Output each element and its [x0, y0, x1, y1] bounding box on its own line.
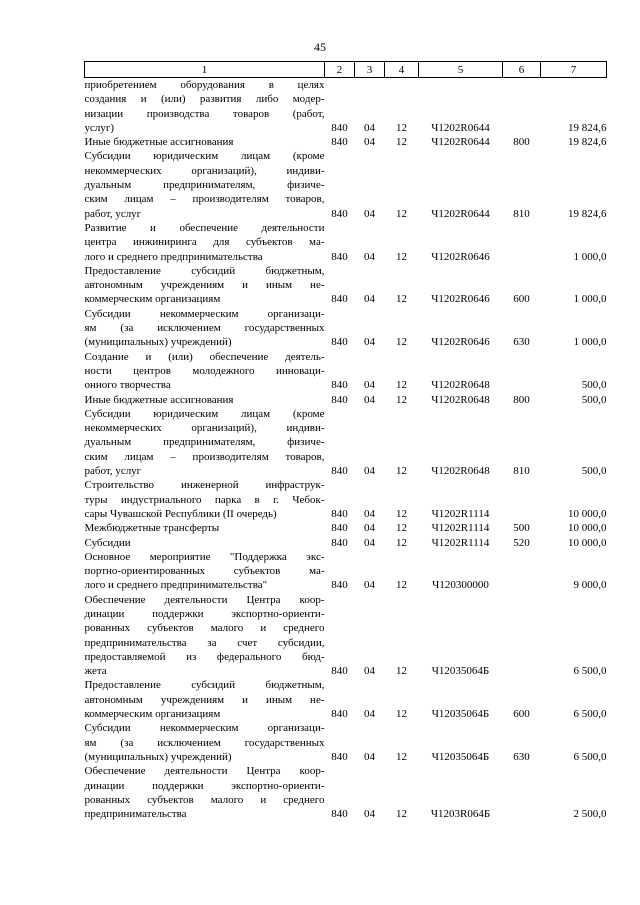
row-description [85, 78, 325, 136]
amount: 1 000,0 [573, 293, 607, 306]
amount: 500,0 [581, 393, 607, 406]
description-line: низации производства товаров (работ, [84, 107, 325, 120]
description-line: коммерческим организациям [84, 708, 221, 721]
row-description [85, 393, 325, 407]
amount: 6 500,0 [573, 665, 607, 678]
description-line: онного творчества [84, 379, 171, 392]
description-line: Межбюджетные трансферты [84, 522, 220, 535]
description-line: Строительство инженерной инфраструк- [84, 479, 325, 492]
column-header: 5 [419, 62, 503, 78]
table-body [85, 78, 607, 822]
description-line: работ, услуг [84, 207, 142, 220]
description-line: динации поддержки экспортно-ориенти- [84, 607, 325, 620]
row-description [85, 721, 325, 764]
row-description [85, 764, 325, 821]
description-line: дуальным предпринимателям, физиче- [84, 436, 325, 449]
target-article-code: Ч1202R0648 [431, 465, 490, 478]
expense-type-code: 800 [513, 136, 530, 149]
target-article-code: Ч1202R1114 [431, 522, 490, 535]
ministry-code: 840 [331, 207, 348, 220]
ministry-code: 840 [331, 336, 348, 349]
description-line: предоставляемой из федерального бюд- [84, 650, 325, 663]
description-line: автономным учреждениям и иным не- [84, 693, 325, 706]
description-line: рованных субъектов малого и среднего [84, 622, 325, 635]
subsection-code: 12 [396, 336, 407, 349]
description-line: предпринимательства [84, 808, 187, 821]
section-code: 04 [364, 207, 375, 220]
column-header: 3 [355, 62, 385, 78]
expense-type-code [503, 478, 541, 521]
description-line: Создание и (или) обеспечение деятель- [84, 350, 325, 363]
target-article-code: Ч12035064Б [431, 665, 490, 678]
expense-type-code [503, 764, 541, 821]
amount: 10 000,0 [568, 536, 607, 549]
table-row [85, 521, 607, 535]
section-code: 04 [364, 379, 375, 392]
column-header: 6 [503, 62, 541, 78]
amount: 10 000,0 [568, 507, 607, 520]
amount: 19 824,6 [568, 121, 607, 134]
column-header: 7 [541, 62, 607, 78]
target-article-code: Ч1202R0644 [431, 121, 490, 134]
expense-type-code [503, 221, 541, 264]
subsection-code: 12 [396, 136, 407, 149]
target-article-code: Ч1202R0646 [431, 293, 490, 306]
subsection-code: 12 [396, 536, 407, 549]
description-line: жета [84, 665, 107, 678]
ministry-code: 840 [331, 293, 348, 306]
description-line: услуг) [84, 121, 115, 134]
description-line: приобретением оборудования в целях [84, 79, 325, 91]
description-line: ским лицам – производителям товаров, [84, 450, 325, 463]
column-header: 2 [325, 62, 355, 78]
subsection-code: 12 [396, 293, 407, 306]
target-article-code: Ч1202R0646 [431, 336, 490, 349]
row-description [85, 307, 325, 350]
row-description [85, 264, 325, 307]
description-line: Обеспечение деятельности Центра коор- [84, 765, 325, 778]
amount: 9 000,0 [573, 579, 607, 592]
target-article-code: Ч1203R064Б [430, 808, 491, 821]
description-line: ям (за исключением государственных [84, 736, 325, 749]
amount: 6 500,0 [573, 750, 607, 763]
ministry-code: 840 [331, 665, 348, 678]
expense-type-code [503, 78, 541, 136]
ministry-code: 840 [331, 750, 348, 763]
ministry-code: 840 [331, 465, 348, 478]
description-line: портно-ориентированных субъектов ма- [84, 565, 325, 578]
section-code: 04 [364, 393, 375, 406]
ministry-code: 840 [331, 121, 348, 134]
subsection-code: 12 [396, 522, 407, 535]
row-description [85, 478, 325, 521]
description-line: Иные бюджетные ассигнования [84, 393, 234, 406]
table-row [85, 721, 607, 764]
description-line: сары Чувашской Республики (II очередь) [84, 507, 277, 520]
amount: 1 000,0 [573, 336, 607, 349]
subsection-code: 12 [396, 379, 407, 392]
description-line: лого и среднего предпринимательства [84, 250, 263, 263]
description-line: (муниципальных) учреждений) [84, 750, 232, 763]
subsection-code: 12 [396, 808, 407, 821]
row-description [85, 407, 325, 478]
budget-table [84, 61, 607, 821]
page-number: 45 [314, 40, 326, 54]
subsection-code: 12 [396, 207, 407, 220]
section-code: 04 [364, 579, 375, 592]
table-row [85, 764, 607, 821]
target-article-code: Ч12035064Б [431, 708, 490, 721]
description-line: коммерческим организациям [84, 293, 221, 306]
ministry-code: 840 [331, 522, 348, 535]
target-article-code: Ч1202R0644 [431, 136, 490, 149]
amount: 500,0 [581, 465, 607, 478]
row-description [85, 221, 325, 264]
amount: 2 500,0 [573, 808, 607, 821]
section-code: 04 [364, 808, 375, 821]
description-line: динации поддержки экспортно-ориенти- [84, 779, 325, 792]
description-line: Развитие и обеспечение деятельности [84, 221, 325, 234]
section-code: 04 [364, 750, 375, 763]
subsection-code: 12 [396, 507, 407, 520]
target-article-code: Ч1202R0648 [431, 379, 490, 392]
description-line: автономным учреждениям и иным не- [84, 279, 325, 292]
section-code: 04 [364, 522, 375, 535]
amount: 500,0 [581, 379, 607, 392]
amount: 19 824,6 [568, 207, 607, 220]
description-line: некоммерческих организаций), индиви- [84, 164, 325, 177]
description-line: туры индустриального парка в г. Чебок- [84, 493, 325, 506]
description-line: предпринимательства за счет субсидии, [84, 636, 325, 649]
column-header: 4 [385, 62, 419, 78]
table-row [85, 593, 607, 679]
ministry-code: 840 [331, 136, 348, 149]
ministry-code: 840 [331, 250, 348, 263]
description-line: рованных субъектов малого и среднего [84, 793, 325, 806]
description-line: Субсидии некоммерческим организаци- [84, 307, 325, 320]
section-code: 04 [364, 465, 375, 478]
table-row [85, 478, 607, 521]
table-row [85, 407, 607, 478]
row-description [85, 550, 325, 593]
table-row [85, 221, 607, 264]
row-description [85, 678, 325, 721]
section-code: 04 [364, 136, 375, 149]
description-line: ности центров молодежного инноваци- [84, 364, 325, 377]
section-code: 04 [364, 708, 375, 721]
expense-type-code: 600 [513, 293, 530, 306]
ministry-code: 840 [331, 507, 348, 520]
subsection-code: 12 [396, 665, 407, 678]
description-line: Предоставление субсидий бюджетным, [84, 264, 325, 277]
target-article-code: Ч1202R0646 [431, 250, 490, 263]
expense-type-code: 800 [513, 393, 530, 406]
expense-type-code: 500 [513, 522, 530, 535]
table-row [85, 78, 607, 136]
description-line: создания и (или) развития либо модер- [84, 93, 325, 106]
target-article-code: Ч1202R0648 [431, 393, 490, 406]
expense-type-code: 600 [513, 708, 530, 721]
row-description [85, 149, 325, 220]
table-row [85, 350, 607, 393]
table-row [85, 536, 607, 550]
target-article-code: Ч12035064Б [431, 750, 490, 763]
amount: 10 000,0 [568, 522, 607, 535]
table-row [85, 135, 607, 149]
ministry-code: 840 [331, 808, 348, 821]
expense-type-code: 630 [513, 750, 530, 763]
subsection-code: 12 [396, 465, 407, 478]
description-line: ям (за исключением государственных [84, 322, 325, 335]
table-row [85, 264, 607, 307]
subsection-code: 12 [396, 750, 407, 763]
row-description [85, 536, 325, 550]
description-line: центра инжиниринга для субъектов ма- [84, 236, 325, 249]
row-description [85, 593, 325, 679]
description-line: Обеспечение деятельности Центра коор- [84, 593, 325, 606]
section-code: 04 [364, 336, 375, 349]
section-code: 04 [364, 507, 375, 520]
subsection-code: 12 [396, 250, 407, 263]
row-description [85, 350, 325, 393]
section-code: 04 [364, 293, 375, 306]
description-line: некоммерческих организаций), индиви- [84, 422, 325, 435]
expense-type-code [503, 550, 541, 593]
column-header: 1 [85, 62, 325, 78]
description-line: работ, услуг [84, 465, 142, 478]
description-line: Предоставление субсидий бюджетным, [84, 679, 325, 692]
table-row [85, 678, 607, 721]
expense-type-code [503, 350, 541, 393]
row-description [85, 521, 325, 535]
ministry-code: 840 [331, 579, 348, 592]
description-line: (муниципальных) учреждений) [84, 336, 232, 349]
table-row [85, 307, 607, 350]
target-article-code: Ч120300000 [432, 579, 489, 592]
section-code: 04 [364, 121, 375, 134]
table-row [85, 393, 607, 407]
ministry-code: 840 [331, 393, 348, 406]
subsection-code: 12 [396, 708, 407, 721]
subsection-code: 12 [396, 393, 407, 406]
amount: 19 824,6 [568, 136, 607, 149]
expense-type-code: 630 [513, 336, 530, 349]
target-article-code: Ч1202R1114 [431, 507, 490, 520]
description-line: Основное мероприятие "Поддержка экс- [84, 550, 325, 563]
expense-type-code: 810 [513, 465, 530, 478]
table-row [85, 550, 607, 593]
amount: 1 000,0 [573, 250, 607, 263]
table-header-row [85, 62, 607, 78]
description-line: Субсидии юридическим лицам (кроме [84, 407, 325, 420]
target-article-code: Ч1202R0644 [431, 207, 490, 220]
section-code: 04 [364, 250, 375, 263]
ministry-code: 840 [331, 536, 348, 549]
description-line: ским лицам – производителям товаров, [84, 193, 325, 206]
ministry-code: 840 [331, 379, 348, 392]
expense-type-code [503, 593, 541, 679]
subsection-code: 12 [396, 121, 407, 134]
section-code: 04 [364, 536, 375, 549]
amount: 6 500,0 [573, 708, 607, 721]
description-line: Субсидии [84, 536, 131, 549]
ministry-code: 840 [331, 708, 348, 721]
target-article-code: Ч1202R1114 [431, 536, 490, 549]
description-line: лого и среднего предпринимательства" [84, 579, 268, 592]
description-line: Иные бюджетные ассигнования [84, 136, 234, 149]
table-row [85, 149, 607, 220]
section-code: 04 [364, 665, 375, 678]
description-line: Субсидии некоммерческим организаци- [84, 722, 325, 735]
row-description [85, 135, 325, 149]
expense-type-code: 520 [513, 536, 530, 549]
expense-type-code: 810 [513, 207, 530, 220]
description-line: Субсидии юридическим лицам (кроме [84, 150, 325, 163]
description-line: дуальным предпринимателям, физиче- [84, 179, 325, 192]
subsection-code: 12 [396, 579, 407, 592]
